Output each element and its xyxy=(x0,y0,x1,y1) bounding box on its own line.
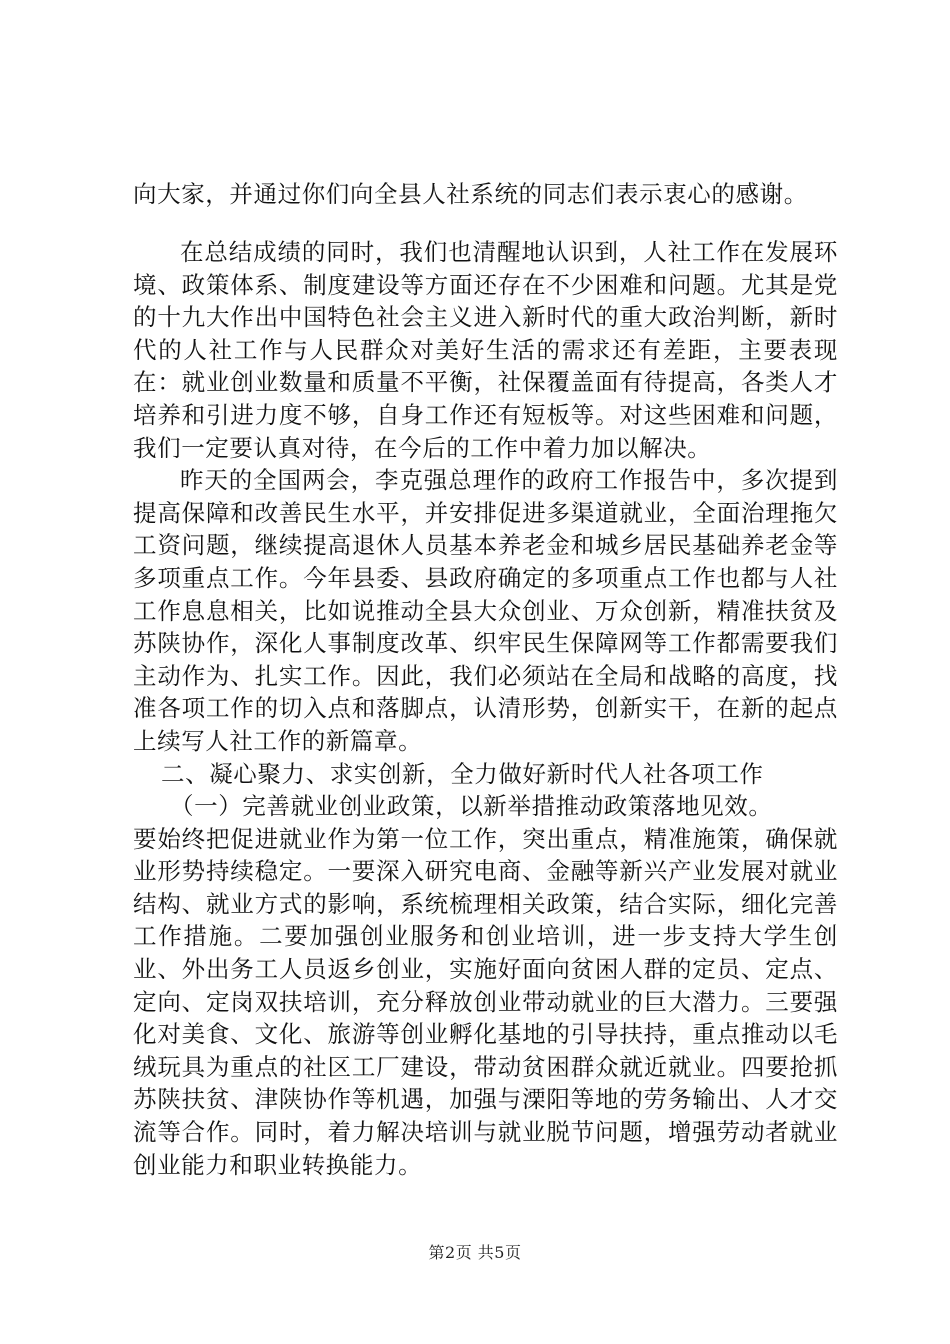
subsection-body: 要始终把促进就业作为第一位工作，突出重点，精准施策，确保就业形势持续稳定。一要深入研究电商、金融等新兴产业发展对就业结构、就业方式的影响，系统梳理相关政策，结合实际，细化完善工作措施。二要加强创业服务和创业培训，进一步支持大学生创业、外出务工人员返乡创业，实施好面向贫困人群的定员、定点、定向、定岗双扶培训，充分释放创业带动就业的巨大潜力。三要强化对美食、文化、旅游等创业孵化基地的引导扶持，重点推动以毛绒玩具为重点的社区工厂建设，带动贫困群众就近就业。四要抢抓苏陕扶贫、津陕协作等机遇，加强与溧阳等地的劳务输出、人才交流等合作。同时，着力解决培训与就业脱节问题，增强劳动者就业创业能力和职业转换能力。 xyxy=(133,824,838,1179)
page-footer xyxy=(0,1240,950,1263)
section-heading: 二、凝心聚力、求实创新，全力做好新时代人社各项工作 xyxy=(161,759,764,788)
continued-line: 向大家，并通过你们向全县人社系统的同志们表示衷心的感谢。 xyxy=(133,180,808,208)
paragraph-difficulties: 在总结成绩的同时，我们也清醒地认识到，人社工作在发展环境、政策体系、制度建设等方面还存在不少困难和问题。尤其是党的十九大作出中国特色社会主义进入新时代的重大政治判断，新时代的人社工作与人民群众对美好生活的需求还有差距，主要表现在：就业创业数量和质量不平衡，社保覆盖面有待提高，各类人才培养和引进力度不够，自身工作还有短板等。对这些困难和问题，我们一定要认真对待，在今后的工作中着力加以解决。 xyxy=(133,238,838,462)
body-text-block xyxy=(133,236,838,1181)
continued-text-block xyxy=(133,178,838,211)
subsection-heading: （一）完善就业创业政策，以新举措推动政策落地见效。 xyxy=(170,792,773,821)
page-number-label: 第2页 共5页 xyxy=(428,1243,522,1262)
paragraph-two-sessions: 昨天的全国两会，李克强总理作的政府工作报告中，多次提到提高保障和改善民生水平，并安排促进多渠道就业，全面治理拖欠工资问题，继续提高退休人员基本养老金和城乡居民基础养老金等多项重点工作。今年县委、县政府确定的多项重点工作也都与人社工作息息相关，比如说推动全县大众创业、万众创新，精准扶贫及苏陕协作，深化人事制度改革、织牢民生保障网等工作都需要我们主动作为、扎实工作。因此，我们必须站在全局和战略的高度，找准各项工作的切入点和落脚点，认清形势，创新实干，在新的起点上续写人社工作的新篇章。 xyxy=(133,466,838,755)
